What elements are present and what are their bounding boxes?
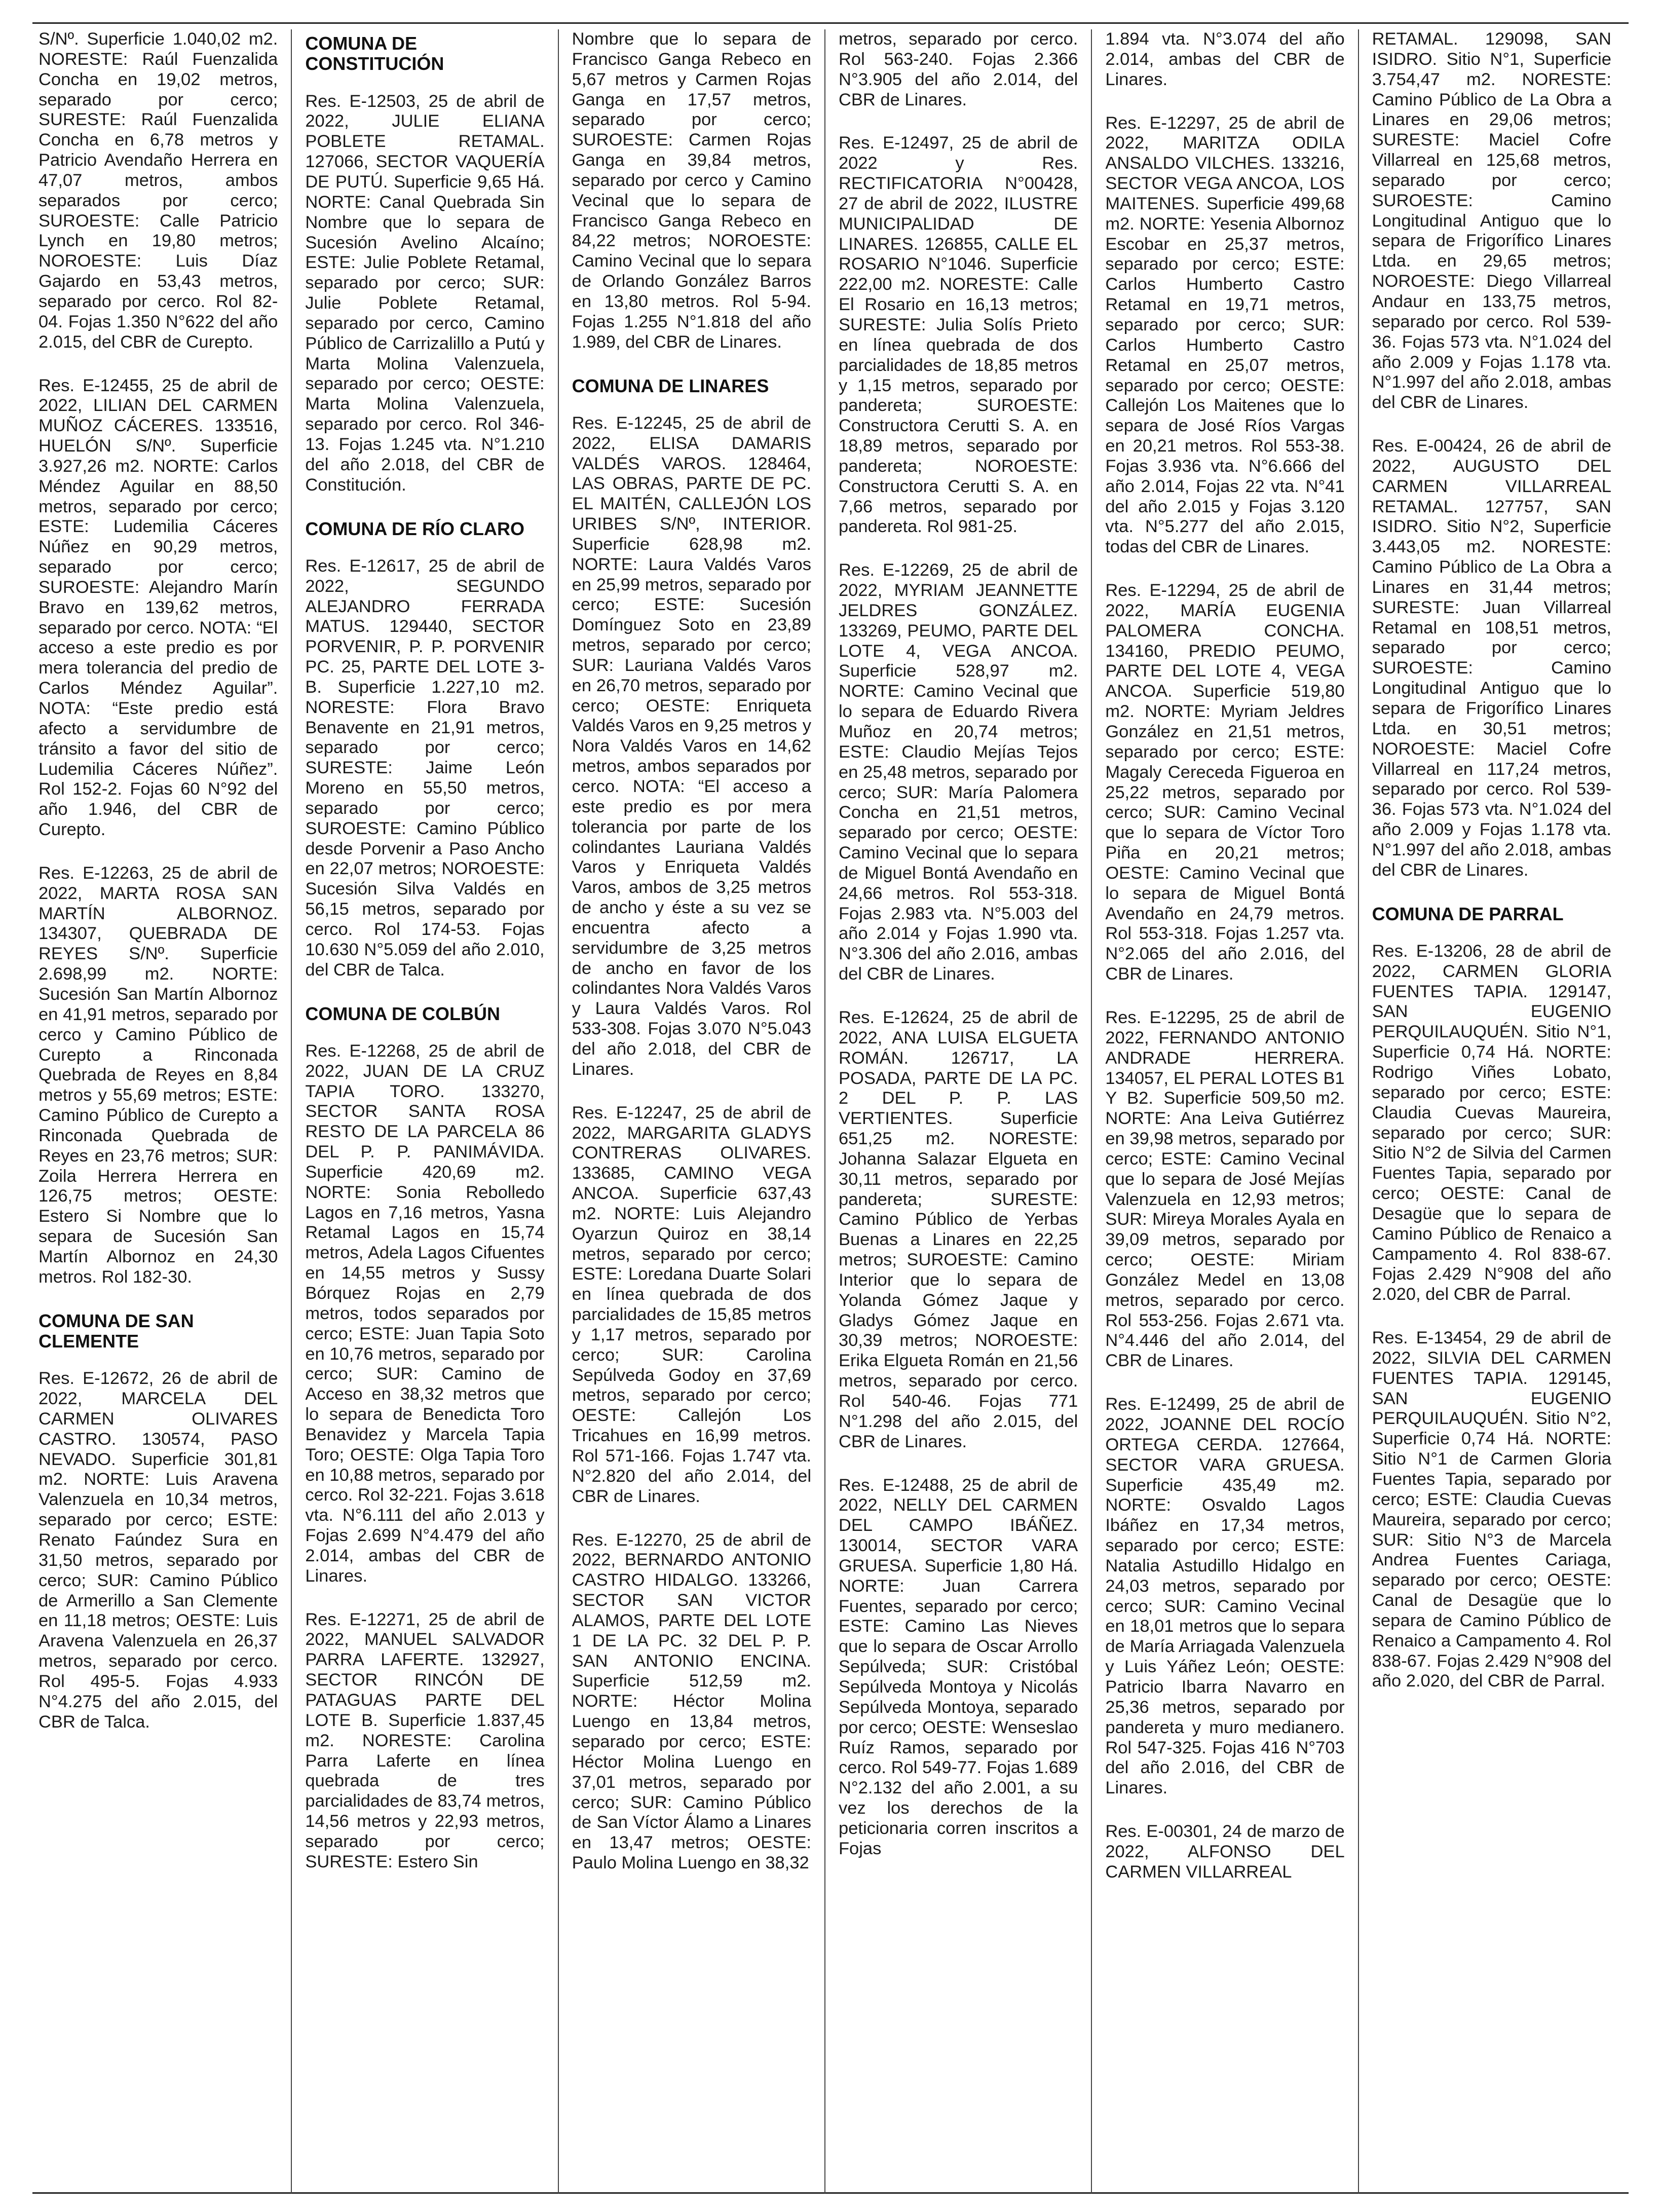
section-heading: COMUNA DE LINARES — [572, 375, 769, 396]
notice-entry: metros, separado por cerco. Rol 563-240. Fojas 2.366 N°3.905 del año 2.014, del CBR de Linares. — [838, 29, 1078, 109]
notice-entry: Res. E-12503, 25 de abril de 2022, JULIE ELIANA POBLETE RETAMAL. 127066, SECTOR VAQUERÍA DE PUTÚ. Superficie 9,65 Há. NORTE: Canal Quebrada Sin Nombre que lo separa de Sucesión Avelino Alcaíno; ESTE: Julie Poblete Retamal, separado por cerco; SUR: Julie Poblete Retamal, separado por cerco, Camino Público de Carrizalillo a Putú y Marta Molina Valenzuela, separado por cerco; OESTE: Marta Molina Valenzuela, separado por cerco. Rol 346-13. Fojas 1.245 vta. N°1.210 del año 2.018, del CBR de Constitución. — [305, 91, 545, 495]
column-6 — [1358, 29, 1625, 2193]
notice-entry: Res. E-12297, 25 de abril de 2022, MARITZA ODILA ANSALDO VILCHES. 133216, SECTOR VEGA ANCOA, LOS MAITENES. Superficie 499,68 m2. NORTE: Yesenia Albornoz Escobar en 25,37 metros, separado por cerco; ESTE: Carlos Humberto Castro Retamal en 19,71 metros, separado por cerco; SUR: Carlos Humberto Castro Retamal en 25,07 metros, separado por cerco; OESTE: Callejón Los Maitenes que lo separa de José Ríos Vargas en 20,21 metros. Rol 553-38. Fojas 3.936 vta. N°6.666 del año 2.014, Fojas 22 vta. N°41 del año 2.015 y Fojas 3.120 vta. N°5.277 del año 2.015, todas del CBR de Linares. — [1105, 113, 1345, 557]
notice-entry: Res. E-12455, 25 de abril de 2022, LILIAN DEL CARMEN MUÑOZ CÁCERES. 133516, HUELÓN S/Nº. Superficie 3.927,26 m2. NORTE: Carlos Méndez Aguilar en 88,50 metros, separado por cerco; ESTE: Ludemilia Cáceres Núñez en 90,29 metros, separado por cerco; SUROESTE: Alejandro Marín Bravo en 139,62 metros, separado por cerco. NOTA: “El acceso a este predio es por mera tolerancia del predio de Carlos Méndez Aguilar”. NOTA: “Este predio está afecto a servidumbre de tránsito a favor del sitio de Ludemilia Cáceres Núñez”. Rol 152-2. Fojas 60 N°92 del año 1.946, del CBR de Curepto. — [39, 376, 278, 840]
notice-entry: Res. E-12269, 25 de abril de 2022, MYRIAM JEANNETTE JELDRES GONZÁLEZ. 133269, PEUMO, PARTE DEL LOTE 4, VEGA ANCOA. Superficie 528,97 m2. NORTE: Camino Vecinal que lo separa de Eduardo Rivera Muñoz en 20,74 metros; ESTE: Claudio Mejías Tejos en 25,48 metros, separado por cerco; SUR: María Palomera Concha en 21,51 metros, separado por cerco; OESTE: Camino Vecinal que lo separa de Miguel Bontá Avendaño en 24,66 metros. Rol 553-318. Fojas 2.983 vta. N°5.003 del año 2.014 y Fojas 1.990 vta. N°3.306 del año 2.016, ambas del CBR de Linares. — [838, 560, 1078, 984]
notice-entry: Res. E-12488, 25 de abril de 2022, NELLY DEL CARMEN DEL CAMPO IBÁÑEZ. 130014, SECTOR VARA GRUESA. Superficie 1,80 Há. NORTE: Juan Carrera Fuentes, separado por cerco; ESTE: Camino Las Nieves que lo separa de Oscar Arrollo Sepúlveda; SUR: Cristóbal Sepúlveda Montoya y Nicolás Sepúlveda Montoya, separado por cerco; OESTE: Wenseslao Ruíz Ramos, separado por cerco. Rol 549-77. Fojas 1.689 N°2.132 del año 2.001, a su vez los derechos de la peticionaria corren inscritos a Fojas — [838, 1475, 1078, 1858]
section-heading: COMUNA DE PARRAL — [1372, 903, 1564, 924]
notice-entry: Res. E-12499, 25 de abril de 2022, JOANNE DEL ROCÍO ORTEGA CERDA. 127664, SECTOR VARA GRUESA. Superficie 435,49 m2. NORTE: Osvaldo Lagos Ibáñez en 17,34 metros, separado por cerco; ESTE: Natalia Astudillo Hidalgo en 24,03 metros, separado por cerco; SUR: Camino Vecinal en 18,01 metros que lo separa de María Arriagada Valenzuela y Luis Yáñez León; OESTE: Patricio Ibarra Navarro en 25,36 metros, separado por pandereta y muro medianero. Rol 547-325. Fojas 416 N°703 del año 2.016, del CBR de Linares. — [1105, 1395, 1345, 1798]
column-4 — [824, 29, 1091, 2193]
notice-entry: Res. E-12624, 25 de abril de 2022, ANA LUISA ELGUETA ROMÁN. 126717, LA POSADA, PARTE DE LA PC. 2 DEL P. P. LAS VERTIENTES. Superficie 651,25 m2. NORESTE: Johanna Salazar Elgueta en 30,11 metros, separado por pandereta; SURESTE: Camino Público de Yerbas Buenas a Linares en 22,25 metros; SUROESTE: Camino Interior que lo separa de Yolanda Gómez Jaque y Gladys Gómez Jaque en 30,39 metros; NOROESTE: Erika Elgueta Román en 21,56 metros, separado por cerco. Rol 540-46. Fojas 771 N°1.298 del año 2.015, del CBR de Linares. — [838, 1007, 1078, 1451]
notice-entry: Res. E-00424, 26 de abril de 2022, AUGUSTO DEL CARMEN VILLARREAL RETAMAL. 127757, SAN ISIDRO. Sitio N°2, Superficie 3.443,05 m2. NORESTE: Camino Público de La Obra a Linares en 31,44 metros; SURESTE: Juan Villarreal Retamal en 108,51 metros, separado por cerco; SUROESTE: Camino Longitudinal Antiguo que lo separa de Frigorífico Linares Ltda. en 30,51 metros; NOROESTE: Maciel Cofre Villarreal en 117,24 metros, separado por cerco. Rol 539-36. Fojas 573 vta. N°1.024 del año 2.009 y Fojas 1.178 vta. N°1.997 del año 2.018, ambas del CBR de Linares. — [1372, 436, 1611, 880]
column-2 — [291, 29, 557, 2193]
section-heading: COMUNA DE COLBÚN — [305, 1003, 500, 1024]
notice-entry: Res. E-12268, 25 de abril de 2022, JUAN DE LA CRUZ TAPIA TORO. 133270, SECTOR SANTA ROSA RESTO DE LA PARCELA 86 DEL P. P. PANIMÁVIDA. Superficie 420,69 m2. NORTE: Sonia Rebolledo Lagos en 7,16 metros, Yasna Retamal Lagos en 15,74 metros, Adela Lagos Cifuentes en 14,55 metros y Sussy Bórquez Rojas en 2,79 metros, todos separados por cerco; ESTE: Juan Tapia Soto en 10,76 metros, separado por cerco; SUR: Camino de Acceso en 38,32 metros que lo separa de Benedicta Toro Benavidez y Marcela Tapia Toro; OESTE: Olga Tapia Toro en 10,88 metros, separado por cerco. Rol 32-221. Fojas 3.618 vta. N°6.111 del año 2.013 y Fojas 2.699 N°4.479 del año 2.014, ambas del CBR de Linares. — [305, 1041, 545, 1586]
notice-entry: Res. E-13206, 28 de abril de 2022, CARMEN GLORIA FUENTES TAPIA. 129147, SAN EUGENIO PERQUILAUQUÉN. Sitio N°1, Superficie 0,74 Há. NORTE: Rodrigo Viñes Lobato, separado por cerco; ESTE: Claudia Cuevas Maureira, separado por cerco; SUR: Sitio N°2 de Silvia del Carmen Fuentes Tapia, separado por cerco; OESTE: Canal de Desagüe que lo separa de Camino Público de Renaico a Campamento 4. Rol 838-67. Fojas 2.429 N°908 del año 2.020, del CBR de Parral. — [1372, 941, 1611, 1304]
notice-entry: Res. E-12672, 26 de abril de 2022, MARCELA DEL CARMEN OLIVARES CASTRO. 130574, PASO NEVADO. Superficie 301,81 m2. NORTE: Luis Aravena Valenzuela en 10,34 metros, separado por cerco; ESTE: Renato Faúndez Sura en 31,50 metros, separado por cerco; SUR: Camino Público de Armerillo a San Clemente en 11,18 metros; OESTE: Luis Aravena Valenzuela en 26,37 metros, separado por cerco. Rol 495-5. Fojas 4.933 N°4.275 del año 2.015, del CBR de Talca. — [39, 1369, 278, 1732]
notice-entry: Res. E-12247, 25 de abril de 2022, MARGARITA GLADYS CONTRERAS OLIVARES. 133685, CAMINO VEGA ANCOA. Superficie 637,43 m2. NORTE: Luis Alejandro Oyarzun Quiroz en 38,14 metros, separado por cerco; ESTE: Loredana Duarte Solari en línea quebrada de dos parcialidades de 15,85 metros y 1,17 metros, separado por cerco; SUR: Carolina Sepúlveda Godoy en 37,69 metros, separado por cerco; OESTE: Callejón Los Tricahues en 16,99 metros. Rol 571-166. Fojas 1.747 vta. N°2.820 del año 2.014, del CBR de Linares. — [572, 1103, 811, 1506]
notice-entry: Res. E-00301, 24 de marzo de 2022, ALFONSO DEL CARMEN VILLARREAL — [1105, 1822, 1345, 1882]
notice-entry: Res. E-12245, 25 de abril de 2022, ELISA DAMARIS VALDÉS VAROS. 128464, LAS OBRAS, PARTE DE PC. EL MAITÉN, CALLEJÓN LOS URIBES S/Nº, INTERIOR. Superficie 628,98 m2. NORTE: Laura Valdés Varos en 25,99 metros, separado por cerco; ESTE: Sucesión Domínguez Soto en 23,89 metros, separado por cerco; SUR: Lauriana Valdés Varos en 26,70 metros, separado por cerco; OESTE: Enriqueta Valdés Varos en 9,25 metros y Nora Valdés Varos en 14,62 metros, ambos separados por cerco. NOTA: “El acceso a este predio es por mera tolerancia por parte de los colindantes Lauriana Valdés Varos y Enriqueta Valdés Varos, ambos de 3,25 metros de ancho y éste a su vez se encuentra afecto a servidumbre de 3,25 metros de ancho en favor de los colindantes Nora Valdés Varos y Laura Valdés Varos. Rol 533-308. Fojas 3.070 N°5.043 del año 2.018, del CBR de Linares. — [572, 413, 811, 1079]
section-heading: COMUNA DE CONSTITUCIÓN — [305, 33, 444, 74]
text-columns — [36, 29, 1625, 2193]
notice-entry: 1.894 vta. N°3.074 del año 2.014, ambas del CBR de Linares. — [1105, 29, 1345, 89]
column-5 — [1091, 29, 1357, 2193]
column-1 — [36, 29, 291, 2193]
notice-entry: Res. E-12294, 25 de abril de 2022, MARÍA EUGENIA PALOMERA CONCHA. 134160, PREDIO PEUMO, PARTE DEL LOTE 4, VEGA ANCOA. Superficie 519,80 m2. NORTE: Myriam Jeldres González en 21,51 metros, separado por cerco; ESTE: Magaly Cereceda Figueroa en 25,22 metros, separado por cerco; SUR: Camino Vecinal que lo separa de Víctor Toro Piña en 20,21 metros; OESTE: Camino Vecinal que lo separa de Miguel Bontá Avendaño en 24,79 metros. Rol 553-318. Fojas 1.257 vta. N°2.065 del año 2.016, del CBR de Linares. — [1105, 581, 1345, 984]
notice-entry: S/Nº. Superficie 1.040,02 m2. NORESTE: Raúl Fuenzalida Concha en 19,02 metros, separado por cerco; SURESTE: Raúl Fuenzalida Concha en 6,78 metros y Patricio Avendaño Herrera en 47,07 metros, ambos separados por cerco; SUROESTE: Calle Patricio Lynch en 19,80 metros; NOROESTE: Luis Díaz Gajardo en 53,43 metros, separado por cerco. Rol 82-04. Fojas 1.350 N°622 del año 2.015, del CBR de Curepto. — [39, 29, 278, 352]
section-heading: COMUNA DE SAN CLEMENTE — [39, 1310, 194, 1352]
section-heading: COMUNA DE RÍO CLARO — [305, 518, 524, 539]
notice-entry: Res. E-12263, 25 de abril de 2022, MARTA ROSA SAN MARTÍN ALBORNOZ. 134307, QUEBRADA DE REYES S/Nº. Superficie 2.698,99 m2. NORTE: Sucesión San Martín Albornoz en 41,91 metros, separado por cerco y Camino Público de Curepto a Rinconada Quebrada de Reyes en 8,84 metros y 55,69 metros; ESTE: Camino Público de Curepto a Rinconada Quebrada de Reyes en 23,76 metros; SUR: Zoila Herrera Herrera en 126,75 metros; OESTE: Estero Si Nombre que lo separa de Sucesión San Martín Albornoz en 24,30 metros. Rol 182-30. — [39, 863, 278, 1287]
notice-entry: Res. E-12617, 25 de abril de 2022, SEGUNDO ALEJANDRO FERRADA MATUS. 129440, SECTOR PORVENIR, P. P. PORVENIR PC. 25, PARTE DEL LOTE 3-B. Superficie 1.227,10 m2. NORESTE: Flora Bravo Benavente en 21,91 metros, separado por cerco; SURESTE: Jaime León Moreno en 55,50 metros, separado por cerco; SUROESTE: Camino Público desde Porvenir a Paso Ancho en 22,07 metros; NOROESTE: Sucesión Silva Valdés en 56,15 metros, separado por cerco. Rol 174-53. Fojas 10.630 N°5.059 del año 2.010, del CBR de Talca. — [305, 556, 545, 980]
column-3 — [558, 29, 824, 2193]
notice-entry: RETAMAL. 129098, SAN ISIDRO. Sitio N°1, Superficie 3.754,47 m2. NORESTE: Camino Público de La Obra a Linares en 29,06 metros; SURESTE: Maciel Cofre Villarreal en 125,68 metros, separado por cerco; SUROESTE: Camino Longitudinal Antiguo que lo separa de Frigorífico Linares Ltda. en 29,65 metros; NOROESTE: Diego Villarreal Andaur en 133,75 metros, separado por cerco. Rol 539-36. Fojas 573 vta. N°1.024 del año 2.009 y Fojas 1.178 vta. N°1.997 del año 2.018, ambas del CBR de Linares. — [1372, 29, 1611, 413]
notice-entry: Res. E-12271, 25 de abril de 2022, MANUEL SALVADOR PARRA LAFERTE. 132927, SECTOR RINCÓN DE PATAGUAS PARTE DEL LOTE B. Superficie 1.837,45 m2. NORESTE: Carolina Parra Laferte en línea quebrada de tres parcialidades de 83,74 metros, 14,56 metros y 22,93 metros, separado por cerco; SURESTE: Estero Sin — [305, 1609, 545, 1871]
notice-entry: Res. E-12497, 25 de abril de 2022 y Res. RECTIFICATORIA N°00428, 27 de abril de 2022, ILUSTRE MUNICIPALIDAD DE LINARES. 126855, CALLE EL ROSARIO N°1046. Superficie 222,00 m2. NORESTE: Calle El Rosario en 16,13 metros; SURESTE: Julia Solís Prieto en línea quebrada de dos parcialidades de 18,85 metros y 1,15 metros, separado por pandereta; SUROESTE: Constructora Cerutti S. A. en 18,89 metros, separado por pandereta; NOROESTE: Constructora Cerutti S. A. en 7,66 metros, separado por pandereta. Rol 981-25. — [838, 133, 1078, 537]
notice-entry: Res. E-12270, 25 de abril de 2022, BERNARDO ANTONIO CASTRO HIDALGO. 133266, SECTOR SAN VICTOR ALAMOS, PARTE DEL LOTE 1 DE LA PC. 32 DEL P. P. SAN ANTONIO ENCINA. Superficie 512,59 m2. NORTE: Héctor Molina Luengo en 13,84 metros, separado por cerco; ESTE: Héctor Molina Luengo en 37,01 metros, separado por cerco; SUR: Camino Público de San Víctor Álamo a Linares en 13,47 metros; OESTE: Paulo Molina Luengo en 38,32 — [572, 1530, 811, 1873]
notice-entry: Nombre que lo separa de Francisco Ganga Rebeco en 5,67 metros y Carmen Rojas Ganga en 17,57 metros, separado por cerco; SUROESTE: Carmen Rojas Ganga en 39,84 metros, separado por cerco y Camino Vecinal que lo separa de Francisco Ganga Rebeco en 84,22 metros; NOROESTE: Camino Vecinal que lo separa de Orlando González Barros en 13,80 metros. Rol 5-94. Fojas 1.255 N°1.818 del año 1.989, del CBR de Linares. — [572, 29, 811, 352]
notice-entry: Res. E-13454, 29 de abril de 2022, SILVIA DEL CARMEN FUENTES TAPIA. 129145, SAN EUGENIO PERQUILAUQUÉN. Sitio N°2, Superficie 0,74 Há. NORTE: Sitio N°1 de Carmen Gloria Fuentes Tapia, separado por cerco; ESTE: Claudia Cuevas Maureira, separado por cerco; SUR: Sitio N°3 de Marcela Andrea Fuentes Cariaga, separado por cerco; OESTE: Canal de Desagüe que lo separa de Camino Público de Renaico a Campamento 4. Rol 838-67. Fojas 2.429 N°908 del año 2.020, del CBR de Parral. — [1372, 1328, 1611, 1691]
notice-entry: Res. E-12295, 25 de abril de 2022, FERNANDO ANTONIO ANDRADE HERRERA. 134057, EL PERAL LOTES B1 Y B2. Superficie 509,50 m2. NORTE: Ana Leiva Gutiérrez en 39,98 metros, separado por cerco; ESTE: Camino Vecinal que lo separa de José Mejías Valenzuela en 12,93 metros; SUR: Mireya Morales Ayala en 39,09 metros, separado por cerco; OESTE: Miriam González Medel en 13,08 metros, separado por cerco. Rol 553-256. Fojas 2.671 vta. N°4.446 del año 2.014, del CBR de Linares. — [1105, 1007, 1345, 1371]
